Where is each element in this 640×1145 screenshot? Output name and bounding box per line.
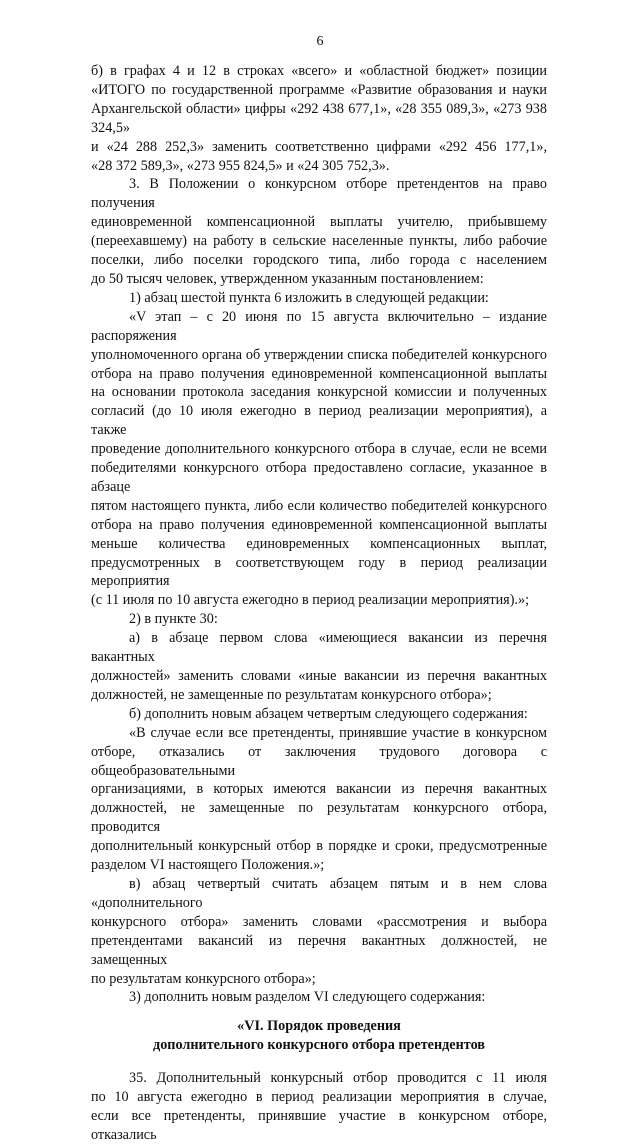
paragraph	[91, 875, 547, 988]
text-line: согласий (до 10 июля ежегодно в период реализации мероприятия), а также	[91, 403, 547, 439]
text-line: меньше количества единовременных компенсационных выплат,	[91, 535, 547, 552]
paragraph	[91, 705, 547, 724]
text-line: пятом настоящего пункта, либо если количество победителей конкурсного	[91, 497, 547, 514]
text-line: б) дополнить новым абзацем четвертым следующего содержания:	[129, 705, 528, 722]
text-line: разделом VI настоящего Положения.»;	[91, 857, 325, 874]
section-heading-line: дополнительного конкурсного отбора претендентов	[153, 1037, 485, 1054]
text-line: 3. В Положении о конкурсном отборе претендентов на право получения	[91, 176, 547, 212]
text-line: «В случае если все претенденты, принявшие участие в конкурсном	[129, 724, 547, 741]
text-line: «ИТОГО по государственной программе «Развитие образования и науки	[91, 81, 547, 98]
paragraph	[91, 629, 547, 705]
text-line: б) в графах 4 и 12 в строках «всего» и «областной бюджет» позиции	[91, 63, 547, 79]
text-line: 3) дополнить новым разделом VI следующего содержания:	[129, 989, 486, 1006]
paragraph	[91, 175, 547, 288]
paragraph	[91, 62, 547, 175]
section-heading-line: «VI. Порядок проведения	[237, 1018, 401, 1035]
text-line: предусмотренных в соответствующем году в период реализации мероприятия	[91, 554, 547, 590]
text-line: поселки, либо поселки городского типа, либо города с населением	[91, 252, 547, 269]
text-line: по 10 августа ежегодно в период реализации мероприятия в случае,	[91, 1089, 547, 1106]
text-line: (переехавшему) на работу в сельские населенные пункты, либо рабочие	[91, 233, 547, 250]
text-line: должностей, не замещенные по результатам конкурсного отбора»;	[91, 686, 492, 703]
text-line: «V этап – с 20 июня по 15 августа включительно – издание распоряжения	[91, 308, 547, 344]
paragraph	[91, 308, 547, 611]
text-line: на основании протокола заседания конкурсной комиссии и полученных	[91, 384, 547, 401]
text-line: претендентами вакансий из перечня вакантных должностей, не замещенных	[91, 932, 547, 968]
text-line: если все претенденты, принявшие участие в конкурсном отборе, отказались	[91, 1108, 547, 1144]
text-line: единовременной компенсационной выплаты учителю, прибывшему	[91, 214, 547, 231]
text-line: (с 11 июля по 10 августа ежегодно в период реализации мероприятия).»;	[91, 592, 530, 609]
paragraph	[91, 724, 547, 875]
text-line: в) абзац четвертый считать абзацем пятым и в нем слова «дополнительного	[91, 875, 547, 911]
text-line: проведение дополнительного конкурсного отбора в случае, если не всеми	[91, 441, 547, 458]
text-line: победителями конкурсного отбора предоставлено согласие, указанное в абзаце	[91, 460, 547, 495]
document-body	[91, 62, 547, 1145]
text-line: отбора на право получения единовременной компенсационной выплаты	[91, 516, 547, 533]
paragraph	[91, 289, 547, 308]
paragraph	[91, 988, 547, 1007]
text-line: «28 372 589,3», «273 955 824,5» и «24 305 752,3».	[91, 157, 390, 174]
paragraph	[91, 1069, 547, 1145]
page-number: 6	[316, 34, 324, 49]
text-line: должностей, не замещенные по результатам конкурсного отбора, проводится	[91, 800, 547, 836]
text-line: 2) в пункте 30:	[129, 611, 218, 628]
text-line: организациями, в которых имеются вакансии из перечня вакантных	[91, 781, 547, 798]
text-line: отборе, отказались от заключения трудового договора с общеобразовательными	[91, 743, 547, 779]
text-line: дополнительный конкурсный отбор в порядке и сроки, предусмотренные	[91, 838, 547, 855]
section-heading	[91, 1017, 547, 1055]
text-line: Архангельской области» цифры «292 438 677,1», «28 355 089,3», «273 938 324,5»	[91, 100, 547, 136]
paragraph	[91, 610, 547, 629]
text-line: конкурсного отбора» заменить словами «рассмотрения и выбора	[91, 913, 547, 930]
text-line: должностей» заменить словами «иные вакансии из перечня вакантных	[91, 668, 547, 684]
text-line: отбора на право получения единовременной компенсационной выплаты	[91, 365, 547, 382]
text-line: уполномоченного органа об утверждении списка победителей конкурсного	[91, 346, 547, 363]
text-line: по результатам конкурсного отбора»;	[91, 970, 316, 987]
text-line: до 50 тысяч человек, утвержденном указанным постановлением:	[91, 270, 484, 287]
text-line: а) в абзаце первом слова «имеющиеся вакансии из перечня вакантных	[91, 630, 547, 666]
text-line: 35. Дополнительный конкурсный отбор проводится с 11 июля	[129, 1070, 547, 1087]
text-line: 1) абзац шестой пункта 6 изложить в следующей редакции:	[129, 289, 489, 306]
text-line: и «24 288 252,3» заменить соответственно цифрами «292 456 177,1»,	[91, 138, 547, 155]
